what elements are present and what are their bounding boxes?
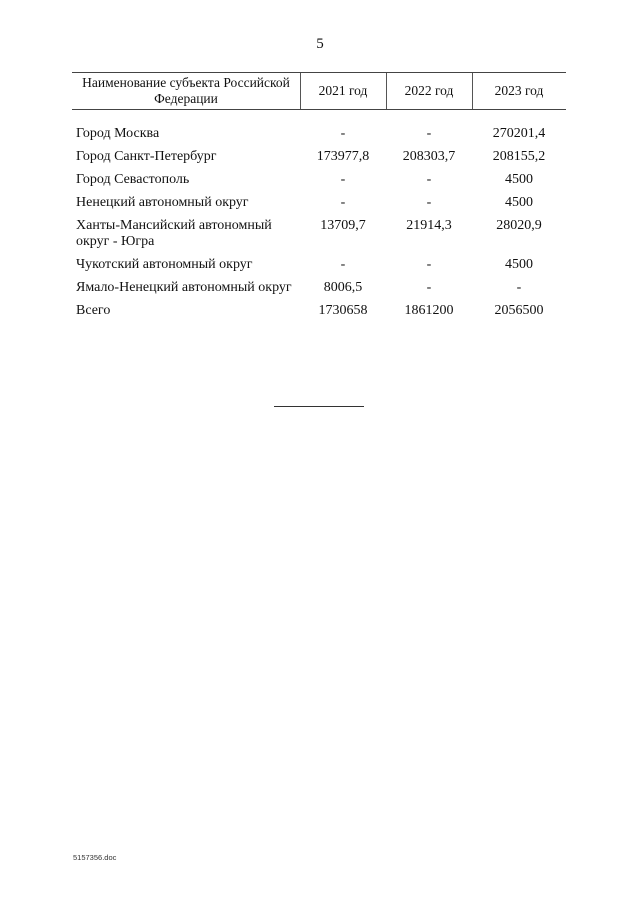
- row-value-2022: -: [426, 126, 432, 141]
- row-value-2023: 4500: [505, 172, 533, 187]
- row-value-2021: 173977,8: [316, 149, 370, 164]
- table-header: [72, 72, 566, 110]
- row-subject-name: Город Севастополь: [76, 172, 190, 187]
- row-subject-name: Город Москва: [76, 126, 160, 141]
- row-subject-name: Город Санкт-Петербург: [76, 149, 217, 164]
- row-value-2022: -: [426, 280, 432, 295]
- table-row: [72, 149, 566, 165]
- row-value-2022: 1861200: [404, 303, 454, 318]
- header-subject-name: Наименование субъекта Российской Федерации: [82, 75, 290, 106]
- row-value-2021: -: [340, 172, 346, 187]
- row-subject-name: Ямало-Ненецкий автономный округ: [76, 280, 292, 295]
- footer-document-code: 5157356.doc: [73, 853, 117, 862]
- row-value-2023: 28020,9: [496, 218, 542, 233]
- row-subject-name: Ханты-Мансийский автономный округ - Югра: [76, 218, 272, 249]
- row-value-2023: 4500: [505, 257, 533, 272]
- table-body: [72, 126, 566, 326]
- header-2022: 2022 год: [404, 83, 454, 98]
- header-2021: 2021 год: [318, 83, 368, 98]
- row-value-2023: 270201,4: [492, 126, 546, 141]
- table-row: [72, 195, 566, 211]
- header-2023: 2023 год: [494, 83, 544, 98]
- row-value-2023: -: [516, 280, 522, 295]
- row-value-2021: -: [340, 126, 346, 141]
- row-value-2022: -: [426, 195, 432, 210]
- end-of-document-divider: [274, 406, 364, 407]
- row-value-2021: 13709,7: [320, 218, 366, 233]
- row-value-2022: -: [426, 257, 432, 272]
- table-row: [72, 218, 566, 250]
- row-value-2021: -: [340, 195, 346, 210]
- table-row-total: [72, 303, 566, 319]
- table-row: [72, 126, 566, 142]
- table-row: [72, 280, 566, 296]
- row-value-2023: 2056500: [494, 303, 544, 318]
- row-value-2023: 4500: [505, 195, 533, 210]
- row-value-2021: 1730658: [318, 303, 368, 318]
- row-value-2021: -: [340, 257, 346, 272]
- table-row: [72, 257, 566, 273]
- row-value-2021: 8006,5: [323, 280, 363, 295]
- row-value-2023: 208155,2: [492, 149, 546, 164]
- row-value-2022: 208303,7: [402, 149, 456, 164]
- row-value-2022: -: [426, 172, 432, 187]
- budget-table: [72, 72, 566, 318]
- row-value-2022: 21914,3: [406, 218, 452, 233]
- table-row: [72, 172, 566, 188]
- row-subject-name: Всего: [76, 303, 111, 318]
- page-number: 5: [316, 36, 324, 52]
- row-subject-name: Ненецкий автономный округ: [76, 195, 249, 210]
- row-subject-name: Чукотский автономный округ: [76, 257, 253, 272]
